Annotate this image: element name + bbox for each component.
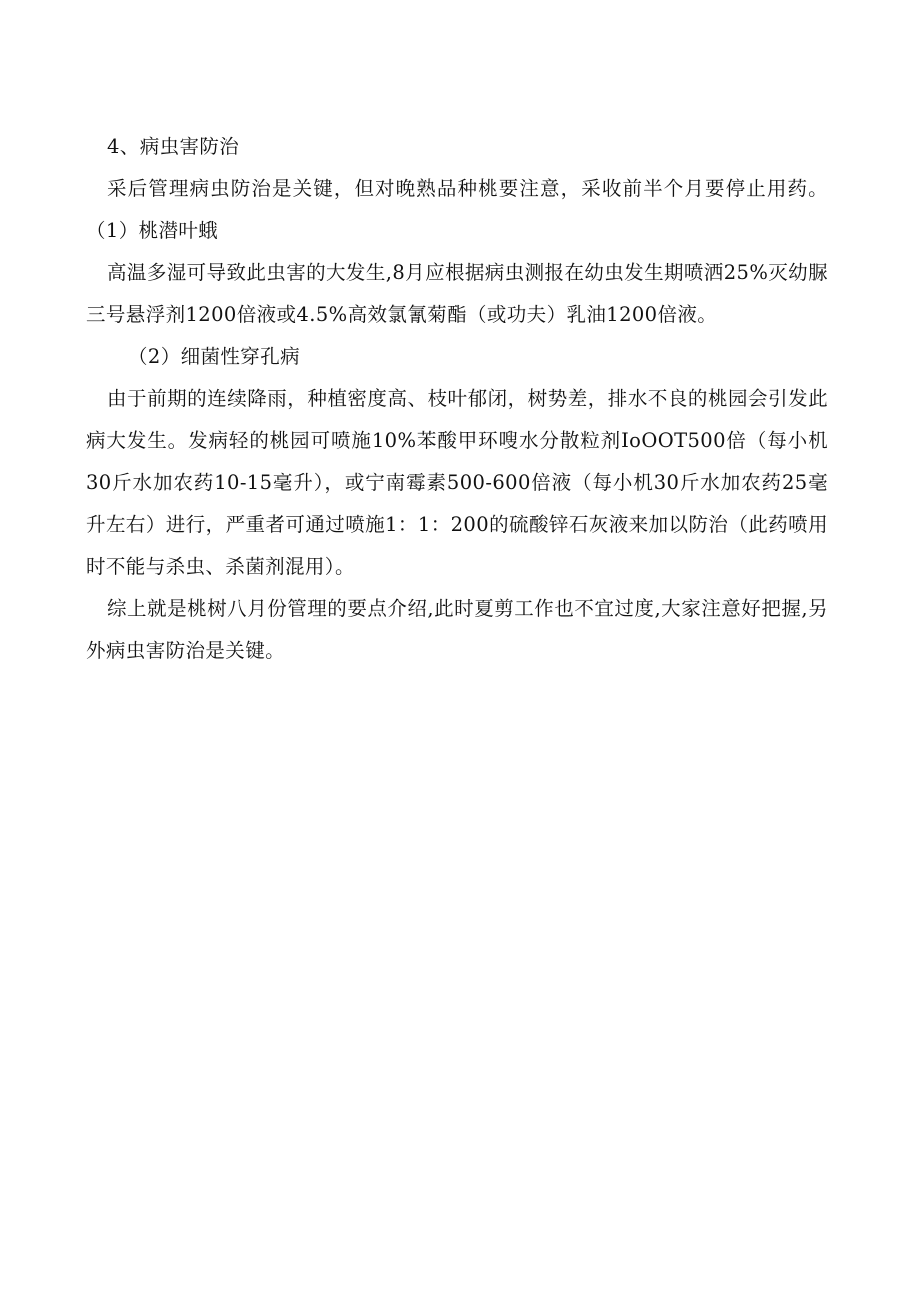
document-body — [86, 126, 828, 672]
pest-paragraph: 高温多湿可导致此虫害的大发生,8月应根据病虫测报在幼虫发生期喷洒25%灭幼脲三号悬浮剂1200倍液或4.5%高效氯氰菊酯（或功夫）乳油1200倍液。 — [86, 261, 828, 326]
section-heading: 4、病虫害防治 — [107, 135, 240, 158]
subheading-bacterial-disease: （2）细菌性穿孔病 — [128, 345, 301, 368]
intro-paragraph: 采后管理病虫防治是关键，但对晚熟品种桃要注意，采收前半个月要停止用药。（1）桃潜叶蛾 — [86, 177, 828, 242]
summary-paragraph: 综上就是桃树八月份管理的要点介绍,此时夏剪工作也不宜过度,大家注意好把握,另外病虫害防治是关键。 — [86, 597, 828, 662]
disease-paragraph: 由于前期的连续降雨，种植密度高、枝叶郁闭，树势差，排水不良的桃园会引发此病大发生。发病轻的桃园可喷施10%苯酸甲环嗖水分散粒剂IoOOT500倍（每小机30斤水加农药10-15毫升），或宁南霉素500-600倍液（每小机30斤水加农药25毫升左右）进行，严重者可通过喷施1：1：200的硫酸锌石灰液来加以防治（此药喷用时不能与杀虫、杀菌剂混用）。 — [86, 387, 828, 578]
